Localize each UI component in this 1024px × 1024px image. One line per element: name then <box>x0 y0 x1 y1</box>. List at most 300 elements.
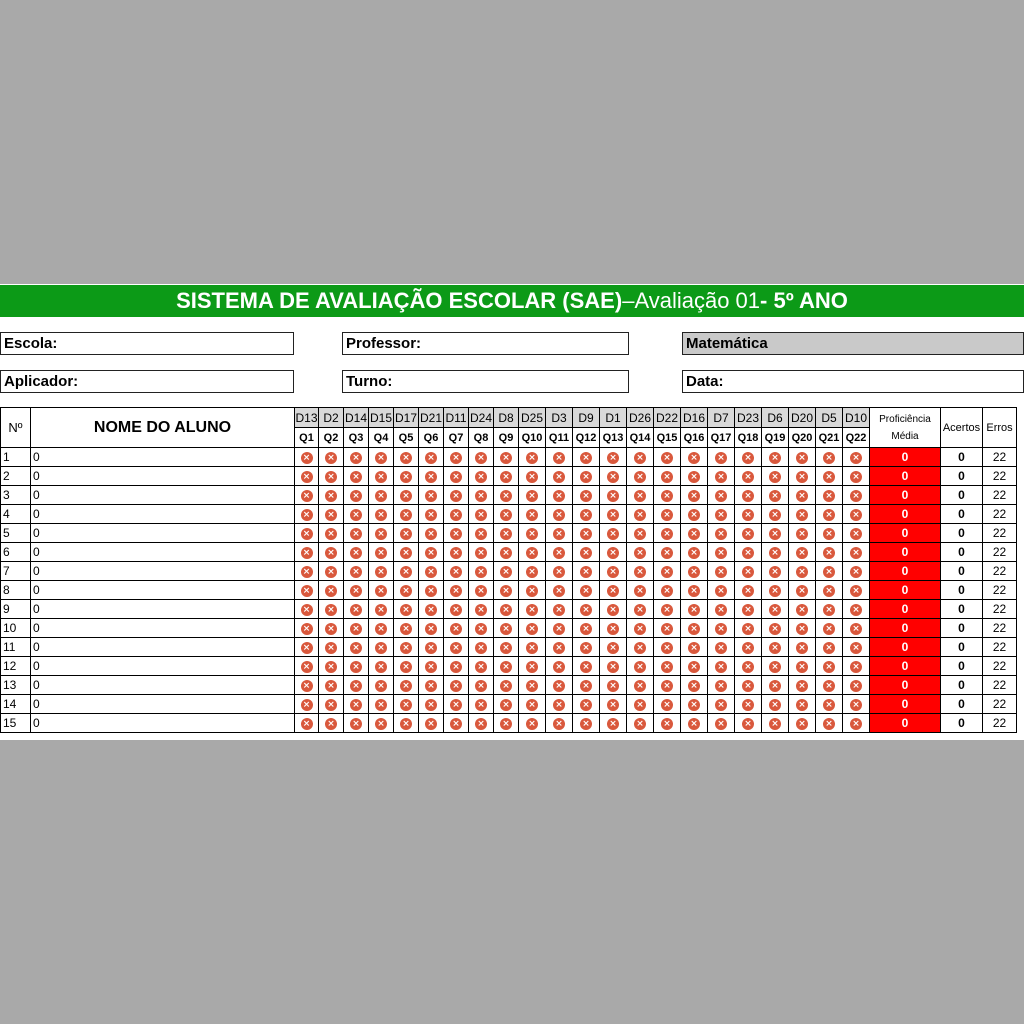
answer-cell[interactable] <box>600 600 627 619</box>
answer-cell[interactable] <box>843 676 870 695</box>
student-name-cell[interactable]: 0 <box>31 562 295 581</box>
answer-cell[interactable] <box>708 600 735 619</box>
answer-cell[interactable] <box>519 676 546 695</box>
answer-cell[interactable] <box>369 467 394 486</box>
answer-cell[interactable] <box>519 619 546 638</box>
answer-cell[interactable] <box>816 505 843 524</box>
answer-cell[interactable] <box>762 638 789 657</box>
answer-cell[interactable] <box>319 638 344 657</box>
answer-cell[interactable] <box>816 600 843 619</box>
answer-cell[interactable] <box>469 505 494 524</box>
answer-cell[interactable] <box>295 562 319 581</box>
answer-cell[interactable] <box>816 524 843 543</box>
answer-cell[interactable] <box>295 714 319 733</box>
answer-cell[interactable] <box>654 657 681 676</box>
answer-cell[interactable] <box>600 467 627 486</box>
answer-cell[interactable] <box>295 695 319 714</box>
answer-cell[interactable] <box>319 657 344 676</box>
answer-cell[interactable] <box>494 448 519 467</box>
answer-cell[interactable] <box>369 619 394 638</box>
answer-cell[interactable] <box>843 581 870 600</box>
answer-cell[interactable] <box>789 467 816 486</box>
answer-cell[interactable] <box>654 524 681 543</box>
answer-cell[interactable] <box>762 657 789 676</box>
answer-cell[interactable] <box>369 505 394 524</box>
answer-cell[interactable] <box>344 467 369 486</box>
answer-cell[interactable] <box>762 676 789 695</box>
answer-cell[interactable] <box>573 657 600 676</box>
answer-cell[interactable] <box>627 448 654 467</box>
answer-cell[interactable] <box>843 448 870 467</box>
answer-cell[interactable] <box>519 638 546 657</box>
answer-cell[interactable] <box>735 486 762 505</box>
answer-cell[interactable] <box>344 524 369 543</box>
answer-cell[interactable] <box>654 581 681 600</box>
answer-cell[interactable] <box>708 695 735 714</box>
answer-cell[interactable] <box>735 638 762 657</box>
answer-cell[interactable] <box>546 657 573 676</box>
answer-cell[interactable] <box>681 581 708 600</box>
student-name-cell[interactable]: 0 <box>31 619 295 638</box>
answer-cell[interactable] <box>762 467 789 486</box>
answer-cell[interactable] <box>546 448 573 467</box>
answer-cell[interactable] <box>295 619 319 638</box>
answer-cell[interactable] <box>419 562 444 581</box>
answer-cell[interactable] <box>816 657 843 676</box>
answer-cell[interactable] <box>519 543 546 562</box>
answer-cell[interactable] <box>394 581 419 600</box>
answer-cell[interactable] <box>344 676 369 695</box>
answer-cell[interactable] <box>419 619 444 638</box>
answer-cell[interactable] <box>369 543 394 562</box>
answer-cell[interactable] <box>469 486 494 505</box>
answer-cell[interactable] <box>419 505 444 524</box>
answer-cell[interactable] <box>394 619 419 638</box>
data-field[interactable]: Data: <box>682 370 1024 393</box>
answer-cell[interactable] <box>394 714 419 733</box>
answer-cell[interactable] <box>654 486 681 505</box>
answer-cell[interactable] <box>319 695 344 714</box>
answer-cell[interactable] <box>494 600 519 619</box>
answer-cell[interactable] <box>319 676 344 695</box>
answer-cell[interactable] <box>546 543 573 562</box>
answer-cell[interactable] <box>494 486 519 505</box>
answer-cell[interactable] <box>843 543 870 562</box>
answer-cell[interactable] <box>519 505 546 524</box>
answer-cell[interactable] <box>735 619 762 638</box>
answer-cell[interactable] <box>369 638 394 657</box>
answer-cell[interactable] <box>369 657 394 676</box>
answer-cell[interactable] <box>469 581 494 600</box>
answer-cell[interactable] <box>708 581 735 600</box>
answer-cell[interactable] <box>394 600 419 619</box>
answer-cell[interactable] <box>843 467 870 486</box>
student-name-cell[interactable]: 0 <box>31 448 295 467</box>
answer-cell[interactable] <box>444 600 469 619</box>
answer-cell[interactable] <box>546 467 573 486</box>
answer-cell[interactable] <box>394 524 419 543</box>
answer-cell[interactable] <box>444 543 469 562</box>
answer-cell[interactable] <box>843 524 870 543</box>
answer-cell[interactable] <box>546 638 573 657</box>
answer-cell[interactable] <box>654 676 681 695</box>
answer-cell[interactable] <box>735 524 762 543</box>
answer-cell[interactable] <box>654 638 681 657</box>
answer-cell[interactable] <box>469 638 494 657</box>
answer-cell[interactable] <box>546 581 573 600</box>
student-name-cell[interactable]: 0 <box>31 600 295 619</box>
answer-cell[interactable] <box>600 695 627 714</box>
answer-cell[interactable] <box>573 467 600 486</box>
student-name-cell[interactable]: 0 <box>31 676 295 695</box>
aplicador-field[interactable]: Aplicador: <box>0 370 294 393</box>
answer-cell[interactable] <box>394 543 419 562</box>
answer-cell[interactable] <box>708 676 735 695</box>
answer-cell[interactable] <box>319 524 344 543</box>
answer-cell[interactable] <box>789 714 816 733</box>
answer-cell[interactable] <box>394 657 419 676</box>
answer-cell[interactable] <box>394 448 419 467</box>
student-name-cell[interactable]: 0 <box>31 695 295 714</box>
answer-cell[interactable] <box>546 695 573 714</box>
answer-cell[interactable] <box>600 676 627 695</box>
answer-cell[interactable] <box>735 448 762 467</box>
answer-cell[interactable] <box>469 657 494 676</box>
answer-cell[interactable] <box>444 695 469 714</box>
answer-cell[interactable] <box>600 638 627 657</box>
answer-cell[interactable] <box>494 676 519 695</box>
answer-cell[interactable] <box>627 543 654 562</box>
answer-cell[interactable] <box>816 695 843 714</box>
student-name-cell[interactable]: 0 <box>31 467 295 486</box>
answer-cell[interactable] <box>789 505 816 524</box>
answer-cell[interactable] <box>762 714 789 733</box>
answer-cell[interactable] <box>681 657 708 676</box>
answer-cell[interactable] <box>519 486 546 505</box>
answer-cell[interactable] <box>394 486 419 505</box>
answer-cell[interactable] <box>789 562 816 581</box>
student-name-cell[interactable]: 0 <box>31 714 295 733</box>
answer-cell[interactable] <box>494 638 519 657</box>
answer-cell[interactable] <box>444 486 469 505</box>
answer-cell[interactable] <box>494 524 519 543</box>
answer-cell[interactable] <box>627 600 654 619</box>
answer-cell[interactable] <box>762 524 789 543</box>
answer-cell[interactable] <box>600 581 627 600</box>
answer-cell[interactable] <box>369 562 394 581</box>
answer-cell[interactable] <box>843 714 870 733</box>
answer-cell[interactable] <box>469 543 494 562</box>
answer-cell[interactable] <box>546 486 573 505</box>
answer-cell[interactable] <box>519 657 546 676</box>
answer-cell[interactable] <box>573 600 600 619</box>
answer-cell[interactable] <box>816 543 843 562</box>
answer-cell[interactable] <box>573 619 600 638</box>
answer-cell[interactable] <box>546 600 573 619</box>
answer-cell[interactable] <box>735 581 762 600</box>
answer-cell[interactable] <box>816 676 843 695</box>
answer-cell[interactable] <box>789 619 816 638</box>
answer-cell[interactable] <box>319 486 344 505</box>
answer-cell[interactable] <box>681 714 708 733</box>
answer-cell[interactable] <box>708 505 735 524</box>
answer-cell[interactable] <box>519 695 546 714</box>
answer-cell[interactable] <box>519 448 546 467</box>
answer-cell[interactable] <box>816 448 843 467</box>
answer-cell[interactable] <box>789 600 816 619</box>
answer-cell[interactable] <box>735 657 762 676</box>
answer-cell[interactable] <box>546 714 573 733</box>
answer-cell[interactable] <box>369 486 394 505</box>
answer-cell[interactable] <box>708 448 735 467</box>
answer-cell[interactable] <box>573 486 600 505</box>
answer-cell[interactable] <box>295 600 319 619</box>
answer-cell[interactable] <box>519 714 546 733</box>
answer-cell[interactable] <box>494 657 519 676</box>
answer-cell[interactable] <box>419 657 444 676</box>
answer-cell[interactable] <box>419 600 444 619</box>
answer-cell[interactable] <box>573 581 600 600</box>
answer-cell[interactable] <box>789 638 816 657</box>
answer-cell[interactable] <box>344 505 369 524</box>
answer-cell[interactable] <box>546 505 573 524</box>
answer-cell[interactable] <box>789 676 816 695</box>
answer-cell[interactable] <box>600 448 627 467</box>
answer-cell[interactable] <box>444 448 469 467</box>
answer-cell[interactable] <box>573 562 600 581</box>
answer-cell[interactable] <box>681 638 708 657</box>
answer-cell[interactable] <box>419 581 444 600</box>
turno-field[interactable]: Turno: <box>342 370 629 393</box>
answer-cell[interactable] <box>546 676 573 695</box>
answer-cell[interactable] <box>708 714 735 733</box>
answer-cell[interactable] <box>394 695 419 714</box>
answer-cell[interactable] <box>600 486 627 505</box>
answer-cell[interactable] <box>295 543 319 562</box>
answer-cell[interactable] <box>419 676 444 695</box>
answer-cell[interactable] <box>419 524 444 543</box>
answer-cell[interactable] <box>344 581 369 600</box>
answer-cell[interactable] <box>627 676 654 695</box>
answer-cell[interactable] <box>681 486 708 505</box>
student-name-cell[interactable]: 0 <box>31 581 295 600</box>
answer-cell[interactable] <box>627 695 654 714</box>
answer-cell[interactable] <box>419 695 444 714</box>
answer-cell[interactable] <box>843 638 870 657</box>
answer-cell[interactable] <box>469 524 494 543</box>
answer-cell[interactable] <box>419 486 444 505</box>
answer-cell[interactable] <box>419 467 444 486</box>
answer-cell[interactable] <box>654 505 681 524</box>
answer-cell[interactable] <box>762 600 789 619</box>
answer-cell[interactable] <box>319 448 344 467</box>
answer-cell[interactable] <box>344 657 369 676</box>
answer-cell[interactable] <box>600 714 627 733</box>
answer-cell[interactable] <box>444 638 469 657</box>
professor-field[interactable]: Professor: <box>342 332 629 355</box>
answer-cell[interactable] <box>627 486 654 505</box>
answer-cell[interactable] <box>654 543 681 562</box>
answer-cell[interactable] <box>519 562 546 581</box>
answer-cell[interactable] <box>708 467 735 486</box>
answer-cell[interactable] <box>843 657 870 676</box>
answer-cell[interactable] <box>816 714 843 733</box>
answer-cell[interactable] <box>344 543 369 562</box>
answer-cell[interactable] <box>369 581 394 600</box>
answer-cell[interactable] <box>762 486 789 505</box>
answer-cell[interactable] <box>735 695 762 714</box>
answer-cell[interactable] <box>708 543 735 562</box>
answer-cell[interactable] <box>573 524 600 543</box>
answer-cell[interactable] <box>681 448 708 467</box>
answer-cell[interactable] <box>494 543 519 562</box>
answer-cell[interactable] <box>627 467 654 486</box>
answer-cell[interactable] <box>369 524 394 543</box>
answer-cell[interactable] <box>469 448 494 467</box>
answer-cell[interactable] <box>627 524 654 543</box>
answer-cell[interactable] <box>843 619 870 638</box>
escola-field[interactable]: Escola: <box>0 332 294 355</box>
answer-cell[interactable] <box>295 505 319 524</box>
answer-cell[interactable] <box>681 467 708 486</box>
answer-cell[interactable] <box>681 505 708 524</box>
answer-cell[interactable] <box>843 505 870 524</box>
answer-cell[interactable] <box>546 562 573 581</box>
answer-cell[interactable] <box>708 562 735 581</box>
answer-cell[interactable] <box>319 562 344 581</box>
answer-cell[interactable] <box>573 505 600 524</box>
answer-cell[interactable] <box>519 467 546 486</box>
answer-cell[interactable] <box>295 467 319 486</box>
answer-cell[interactable] <box>681 600 708 619</box>
answer-cell[interactable] <box>627 714 654 733</box>
answer-cell[interactable] <box>419 714 444 733</box>
answer-cell[interactable] <box>419 448 444 467</box>
answer-cell[interactable] <box>735 562 762 581</box>
answer-cell[interactable] <box>444 714 469 733</box>
answer-cell[interactable] <box>789 486 816 505</box>
answer-cell[interactable] <box>295 524 319 543</box>
answer-cell[interactable] <box>319 467 344 486</box>
answer-cell[interactable] <box>444 505 469 524</box>
answer-cell[interactable] <box>681 562 708 581</box>
answer-cell[interactable] <box>295 486 319 505</box>
answer-cell[interactable] <box>295 676 319 695</box>
answer-cell[interactable] <box>573 448 600 467</box>
answer-cell[interactable] <box>843 486 870 505</box>
answer-cell[interactable] <box>295 657 319 676</box>
answer-cell[interactable] <box>419 543 444 562</box>
answer-cell[interactable] <box>344 562 369 581</box>
answer-cell[interactable] <box>600 562 627 581</box>
answer-cell[interactable] <box>444 562 469 581</box>
answer-cell[interactable] <box>444 524 469 543</box>
answer-cell[interactable] <box>444 619 469 638</box>
answer-cell[interactable] <box>816 486 843 505</box>
answer-cell[interactable] <box>762 505 789 524</box>
answer-cell[interactable] <box>735 543 762 562</box>
answer-cell[interactable] <box>573 695 600 714</box>
answer-cell[interactable] <box>789 581 816 600</box>
answer-cell[interactable] <box>444 676 469 695</box>
answer-cell[interactable] <box>295 448 319 467</box>
answer-cell[interactable] <box>816 619 843 638</box>
answer-cell[interactable] <box>762 581 789 600</box>
answer-cell[interactable] <box>394 676 419 695</box>
answer-cell[interactable] <box>494 467 519 486</box>
answer-cell[interactable] <box>708 657 735 676</box>
subject-field[interactable]: Matemática <box>682 332 1024 355</box>
answer-cell[interactable] <box>319 600 344 619</box>
answer-cell[interactable] <box>600 543 627 562</box>
answer-cell[interactable] <box>708 524 735 543</box>
answer-cell[interactable] <box>295 581 319 600</box>
answer-cell[interactable] <box>708 486 735 505</box>
answer-cell[interactable] <box>681 619 708 638</box>
answer-cell[interactable] <box>654 600 681 619</box>
answer-cell[interactable] <box>735 714 762 733</box>
answer-cell[interactable] <box>681 695 708 714</box>
answer-cell[interactable] <box>344 600 369 619</box>
answer-cell[interactable] <box>394 638 419 657</box>
answer-cell[interactable] <box>762 543 789 562</box>
answer-cell[interactable] <box>681 524 708 543</box>
answer-cell[interactable] <box>681 676 708 695</box>
answer-cell[interactable] <box>319 581 344 600</box>
answer-cell[interactable] <box>843 695 870 714</box>
answer-cell[interactable] <box>789 524 816 543</box>
answer-cell[interactable] <box>762 448 789 467</box>
answer-cell[interactable] <box>469 676 494 695</box>
answer-cell[interactable] <box>369 714 394 733</box>
answer-cell[interactable] <box>394 467 419 486</box>
answer-cell[interactable] <box>469 714 494 733</box>
answer-cell[interactable] <box>319 543 344 562</box>
answer-cell[interactable] <box>627 505 654 524</box>
answer-cell[interactable] <box>469 467 494 486</box>
answer-cell[interactable] <box>546 524 573 543</box>
answer-cell[interactable] <box>789 657 816 676</box>
answer-cell[interactable] <box>573 543 600 562</box>
answer-cell[interactable] <box>816 467 843 486</box>
answer-cell[interactable] <box>789 695 816 714</box>
answer-cell[interactable] <box>394 505 419 524</box>
answer-cell[interactable] <box>494 505 519 524</box>
answer-cell[interactable] <box>816 638 843 657</box>
answer-cell[interactable] <box>319 619 344 638</box>
answer-cell[interactable] <box>494 581 519 600</box>
answer-cell[interactable] <box>369 600 394 619</box>
answer-cell[interactable] <box>295 638 319 657</box>
answer-cell[interactable] <box>762 619 789 638</box>
answer-cell[interactable] <box>843 600 870 619</box>
answer-cell[interactable] <box>494 695 519 714</box>
answer-cell[interactable] <box>519 581 546 600</box>
answer-cell[interactable] <box>735 505 762 524</box>
answer-cell[interactable] <box>600 619 627 638</box>
answer-cell[interactable] <box>789 448 816 467</box>
answer-cell[interactable] <box>444 657 469 676</box>
answer-cell[interactable] <box>735 467 762 486</box>
answer-cell[interactable] <box>681 543 708 562</box>
answer-cell[interactable] <box>469 562 494 581</box>
answer-cell[interactable] <box>319 505 344 524</box>
answer-cell[interactable] <box>494 714 519 733</box>
answer-cell[interactable] <box>600 524 627 543</box>
answer-cell[interactable] <box>469 695 494 714</box>
answer-cell[interactable] <box>573 676 600 695</box>
answer-cell[interactable] <box>344 695 369 714</box>
